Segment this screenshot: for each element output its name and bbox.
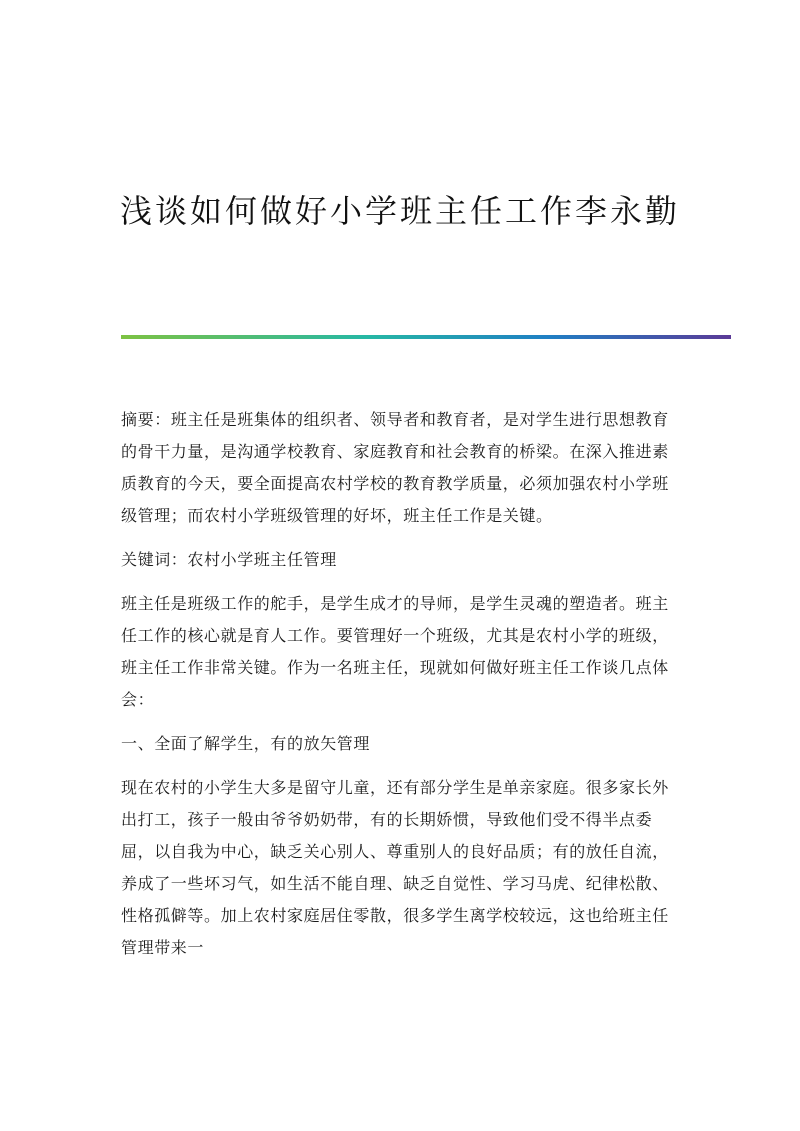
title-divider (121, 335, 731, 339)
abstract-paragraph (121, 404, 681, 532)
document-body (121, 404, 681, 976)
body-paragraph: 现在农村的小学生大多是留守儿童，还有部分学生是单亲家庭。很多家长外出打工，孩子一般由爷爷奶奶带，有的长期娇惯，导致他们受不得半点委屈，以自我为中心，缺乏关心别人、尊重别人的良好品质；有的放任自流，养成了一些坏习气，如生活不能自理、缺乏自觉性、学习马虎、纪律松散、性格孤僻等。加上农村家庭居住零散，很多学生离学校较远，这也给班主任管理带来一 (121, 778, 669, 957)
section-heading: 一、全面了解学生，有的放矢管理 (121, 734, 371, 753)
intro-paragraph: 班主任是班级工作的舵手，是学生成才的导师，是学生灵魂的塑造者。班主任工作的核心就是育人工作。要管理好一个班级，尤其是农村小学的班级，班主任工作非常关键。作为一名班主任，现就如何做好班主任工作谈几点体会： (121, 594, 669, 709)
abstract-text: 班主任是班集体的组织者、领导者和教育者，是对学生进行思想教育的骨干力量，是沟通学校教育、家庭教育和社会教育的桥梁。在深入推进素质教育的今天，要全面提高农村学校的教育教学质量，必须加强农村小学班级管理；而农村小学班级管理的好坏，班主任工作是关键。 (121, 410, 669, 525)
page-title: 浅谈如何做好小学班主任工作李永勤 (119, 192, 680, 230)
keywords-text: 农村小学班主任管理 (187, 550, 337, 569)
keywords-label: 关键词： (121, 550, 188, 569)
abstract-label: 摘要： (121, 410, 171, 429)
keywords-paragraph (121, 544, 681, 576)
